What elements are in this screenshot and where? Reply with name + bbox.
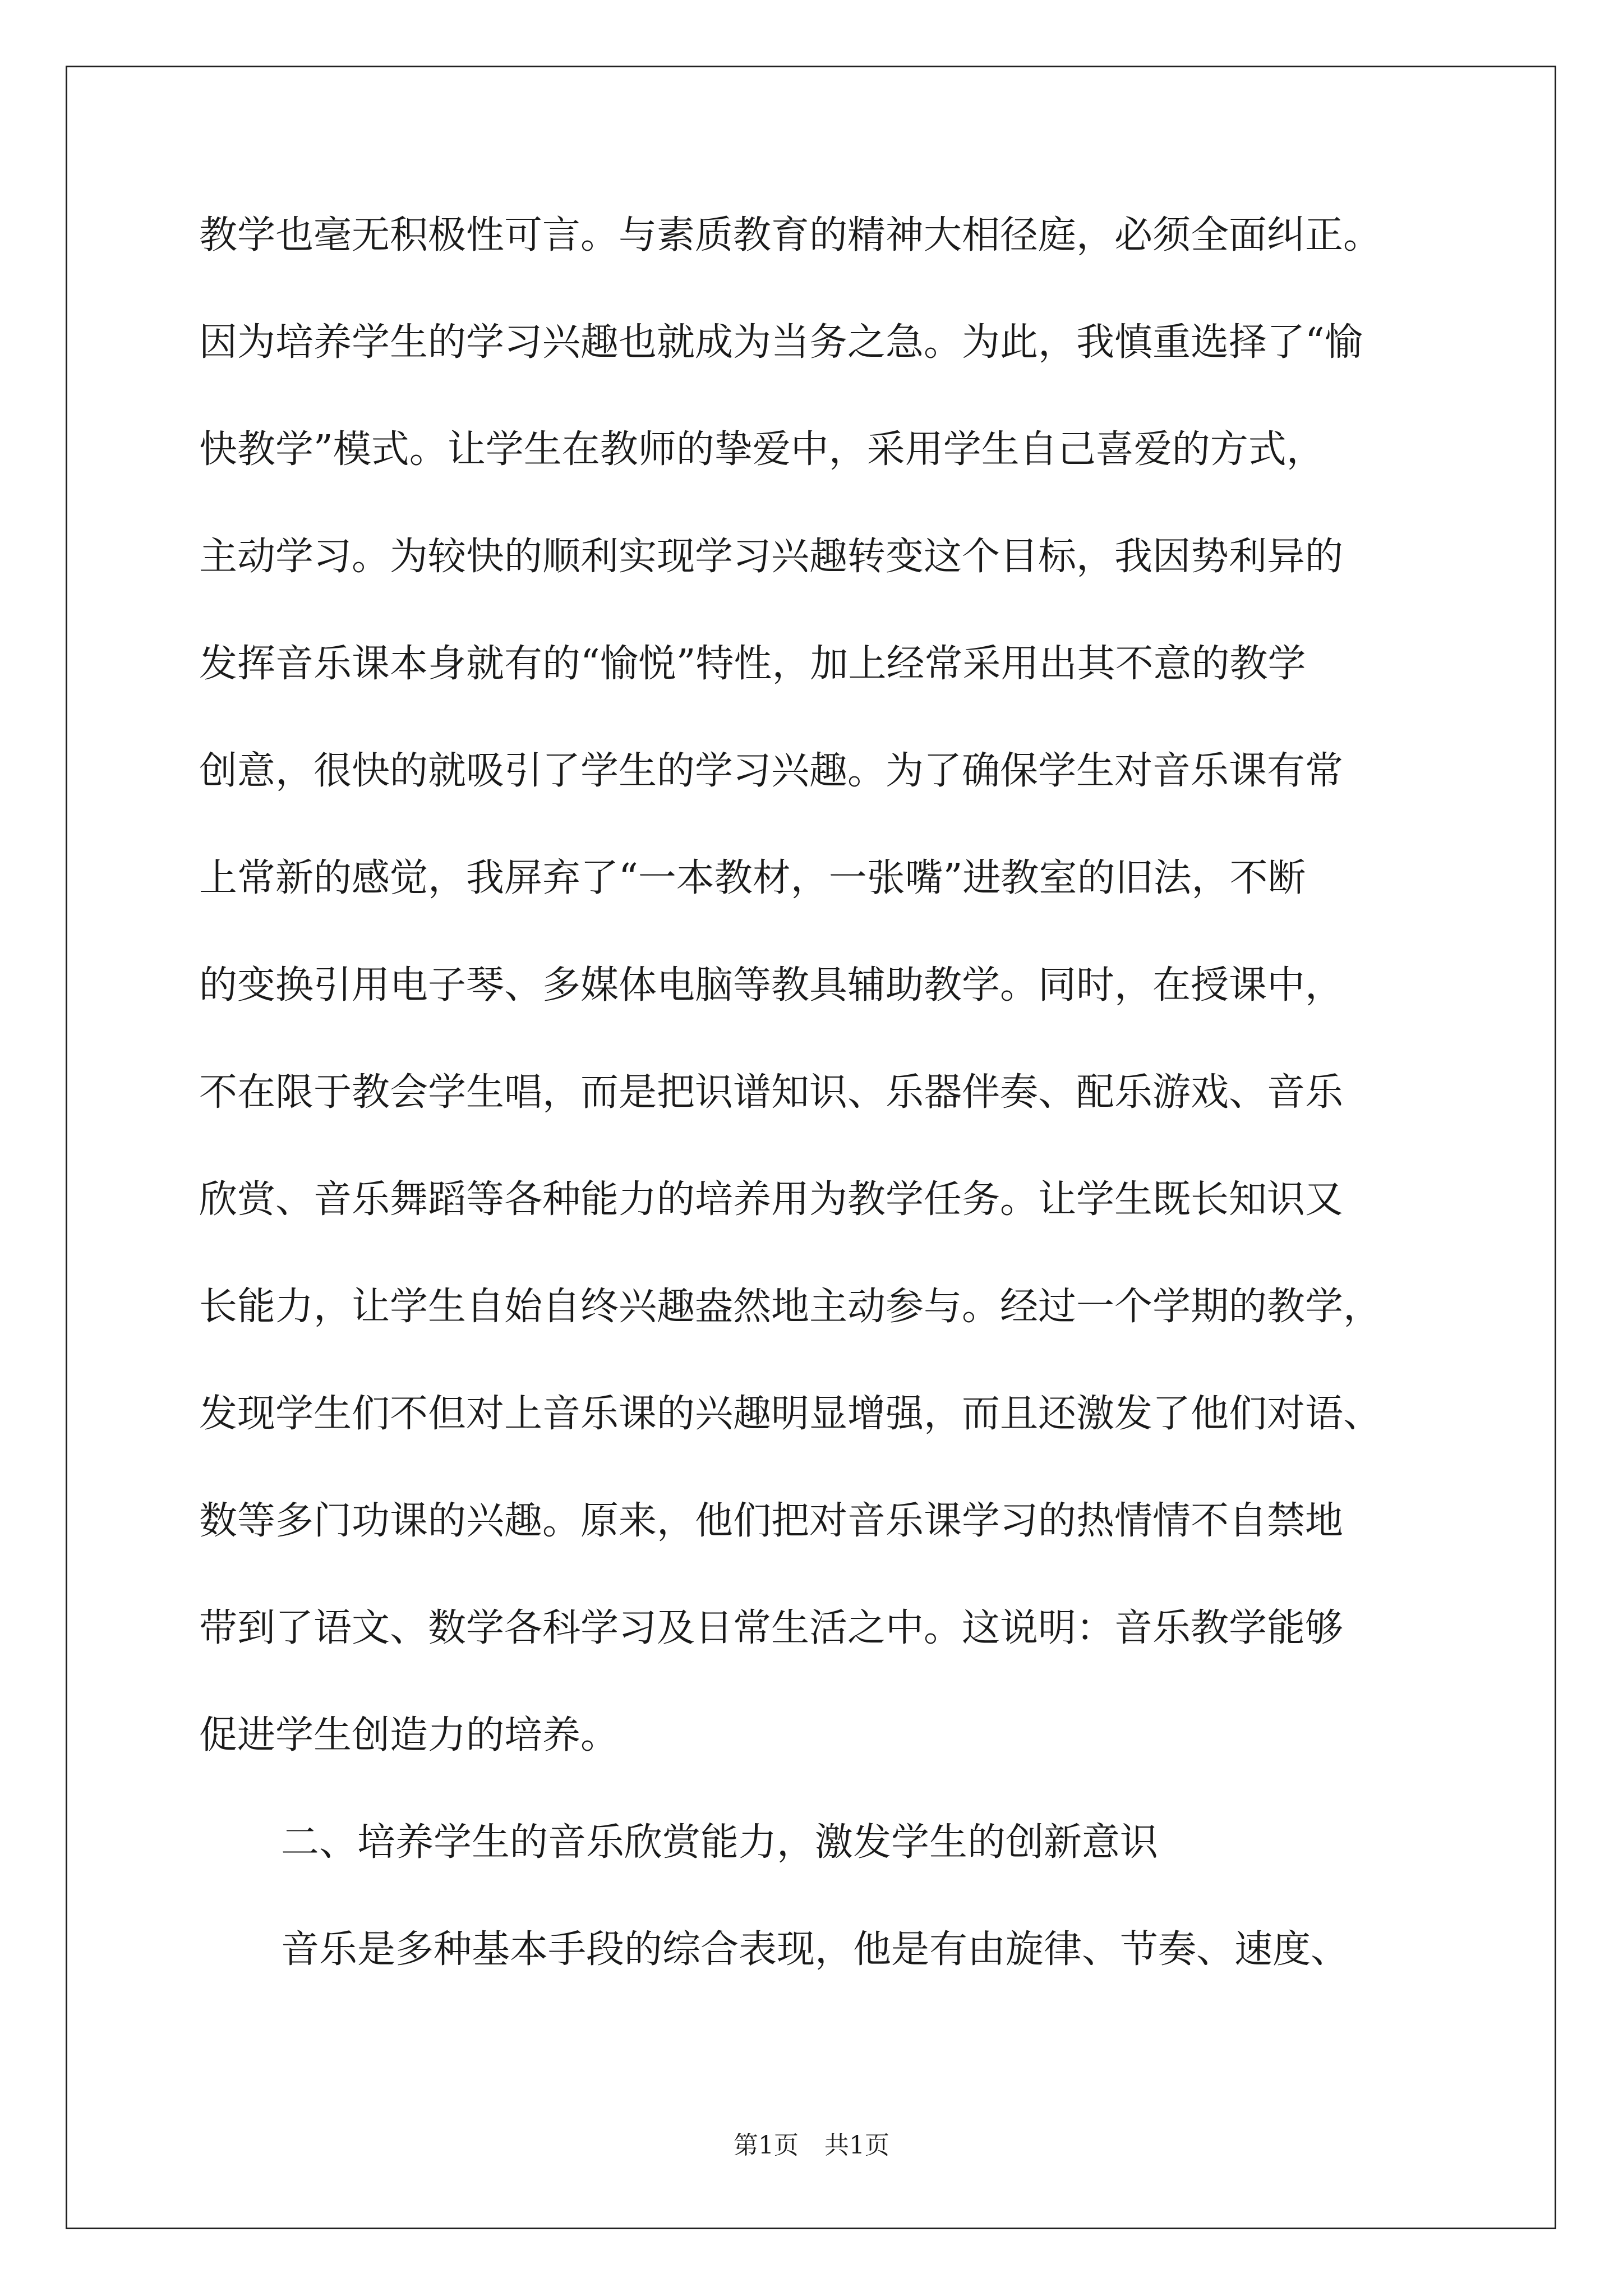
paragraph-line: 带到了语文、数学各科学习及日常生活之中。这说明：音乐教学能够: [199, 1606, 1344, 1650]
paragraph-line: 欣赏、音乐舞蹈等各种能力的培养用为教学任务。让学生既长知识又: [199, 1177, 1344, 1222]
paragraph-line: 数等多门功课的兴趣。原来，他们把对音乐课学习的热情情不自禁地: [199, 1499, 1344, 1543]
section-heading: 二、培养学生的音乐欣赏能力，激发学生的创新意识: [281, 1820, 1159, 1865]
paragraph-line: 不在限于教会学生唱，而是把识谱知识、乐器伴奏、配乐游戏、音乐: [199, 1070, 1344, 1115]
paragraph-line: 因为培养学生的学习兴趣也就成为当务之急。为此，我慎重选择了“愉: [199, 320, 1363, 365]
page-footer: [0, 2125, 1623, 2161]
paragraph-line: 发现学生们不但对上音乐课的兴趣明显增强，而且还激发了他们对语、: [199, 1392, 1382, 1436]
paragraph-line: 教学也毫无积极性可言。与素质教育的精神大相径庭，必须全面纠正。: [199, 213, 1382, 257]
paragraph-line: 促进学生创造力的培养。: [199, 1713, 619, 1757]
paragraph-line: 快教学”模式。让学生在教师的挚爱中，采用学生自己喜爱的方式，: [199, 427, 1325, 472]
page-border: [66, 66, 1556, 2229]
paragraph-line: 的变换引用电子琴、多媒体电脑等教具辅助教学。同时，在授课中，: [199, 963, 1344, 1007]
page-number-current: 第1页: [734, 2131, 799, 2160]
paragraph-line: 发挥音乐课本身就有的“愉悦”特性，加上经常采用出其不意的教学: [199, 642, 1306, 686]
paragraph-line: 上常新的感觉，我屏弃了“一本教材，一张嘴”进教室的旧法，不断: [199, 856, 1306, 900]
page-number-total: 共1页: [824, 2131, 889, 2160]
paragraph-line: 创意，很快的就吸引了学生的学习兴趣。为了确保学生对音乐课有常: [199, 749, 1344, 793]
paragraph-line: 主动学习。为较快的顺利实现学习兴趣转变这个目标，我因势利异的: [199, 535, 1344, 579]
paragraph-line: 音乐是多种基本手段的综合表现，他是有由旋律、节奏、速度、: [281, 1927, 1349, 1972]
paragraph-line: 长能力，让学生自始自终兴趣盎然地主动参与。经过一个学期的教学，: [199, 1285, 1382, 1329]
